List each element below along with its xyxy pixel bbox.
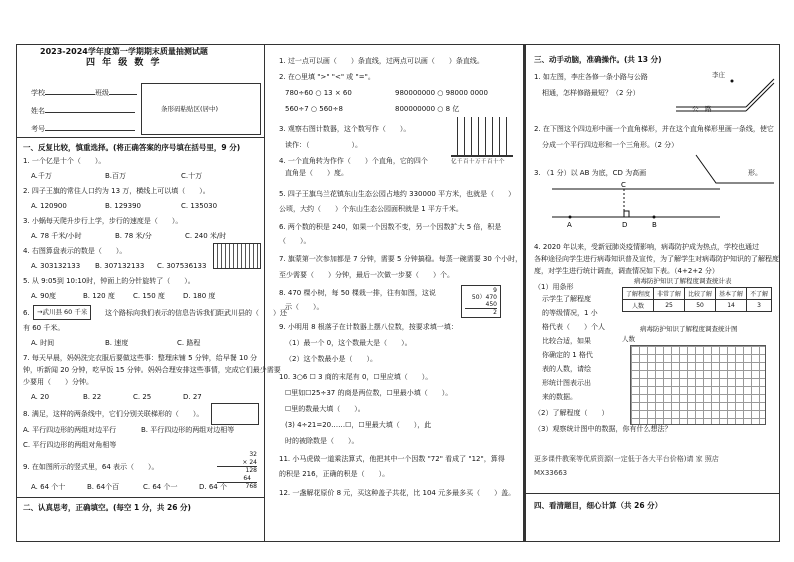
fill-10b: ☐里的数最大填（ ）。 [285,405,365,413]
fill-5: 5. 四子王旗乌兰花镇东山生态公园占地约 330000 平方米，也就是（ ） [279,190,516,198]
fill-10d: 时的被除数是（ ）。 [285,437,359,445]
fill-2d: 800000000 ○ 8 亿 [395,105,460,113]
q6-option-a: A. 时间 [31,339,55,347]
op-4-q1b: 示学生了解程度 [542,295,591,303]
fill-8: 8. 470 棵小树，每 50 棵栽一排，往有如图，这说 [279,289,436,297]
fill-6b: （ ）。 [279,237,311,245]
fill-8b: 示（ ）。 [285,303,324,311]
op-4-q1g: 表的人数，请绘 [542,365,591,373]
q1-option-c: C.十万 [181,172,203,180]
survey-table-title: 病毒防护知识了解程度调查统计表 [634,277,732,285]
fill-2a: 780÷60 ○ 13 × 60 [285,89,352,97]
fill-10a: ☐里如☐25÷37 的商是两位数，☐里最小填（ ）。 [285,389,453,397]
fill-12: 12. 一盏解花原价 8 元，买这种盖子共花，比 104 元多最多买（ ）盖。 [279,489,516,497]
section2-title: 二、认真思考，正确填空。(每空 1 分，共 26 分) [23,503,191,512]
q6-text-2: 有 60 千米。 [23,324,65,332]
fill-4b: 直角是（ ）度。 [285,169,348,177]
op-2: 2. 在下图这个四边形中画一个直角梯形，并在这个直角梯形里画一条线，使它 [534,125,774,133]
op-4: 4. 2020 年以来，受新冠肺炎疫情影响，病毒防护成为热点，学校也通过 [534,243,759,251]
q2-option-a: A. 120900 [31,202,67,210]
fill-4: 4. 一个直角转为作作（ ）个直角，它的四个 [279,157,428,165]
q7-line2: 钟，听新闻 20 分钟，吃早饭 15 分钟。妈妈合理安排这些事情，完成它们最少需要 [23,366,281,374]
q5: 5. 从 9:05到 10:10时，钟面上的分针旋转了（ ）。 [23,277,195,285]
section1-title: 一、反复比较，慎重选择。(将正确答案的序号填在括号里，9 分) [23,143,241,152]
label-b: B [652,221,657,229]
fill-1: 1. 过一点可以画（ ）条直线，过两点可以画（ ）条直线。 [279,57,484,65]
q5-option-c: C. 150 度 [133,292,165,300]
q7-option-a: A. 20 [31,393,50,401]
q8-option-c: C. 平行四边形的两组对角相等 [23,441,117,449]
q9-option-c: C. 64 个一 [143,483,178,491]
q1: 1. 一个亿是十个（ ）。 [23,157,106,165]
fill-2: 2. 在○里填 ">" "<" 或 "="。 [279,73,375,81]
q8-option-b: B. 平行四边形的两组对边相等 [141,426,235,434]
q4-option-a: A. 303132133 [31,262,81,270]
q8-figure [211,403,259,425]
op-1: 1. 如左图，李庄各修一条小路与公路 [534,73,648,81]
road-sign: →武川县 60 千米 [33,305,91,320]
survey-table: 了解程度 非常了解 比较了解 基本了解 不了解 人数 25 50 14 3 [622,287,772,312]
op-4-q1c: 的等级情况，1 小 [542,309,598,317]
q1-option-b: B.百万 [105,172,127,180]
op-2b: 分成一个平行四边形和一个三角形。（2 分） [542,141,679,149]
fill-3: 3. 观察右图计数器，这个数写作（ ）。 [279,125,411,133]
op-4b: 各种途径向学生进行病毒知识普及宣传，为了解学生对病毒防护知识的了解程度 [534,255,779,263]
op-4-q2: （2）了解程度（ ） [534,409,609,417]
exam-subject: 四 年 级 数 学 [86,58,162,68]
q8: 8. 满足，这样的两条线中，它们分别关联梯形的（ ）。 [23,410,204,418]
blank-bar-chart-grid [630,345,766,425]
fill-2c: 560÷7 ○ 560÷8 [285,105,343,113]
column-left [16,44,287,542]
q4-option-b: B. 307132133 [95,262,145,270]
q5-option-a: A. 90度 [31,292,57,300]
id-label: 考号 [31,125,135,134]
fill-9a: （1）最一个 0，这个数最大是（ ）。 [285,339,412,347]
abacus-image [213,243,261,269]
label-d: D [622,221,628,229]
fill-7b: 至少需要（ ）分钟，最后一次做一步要（ ）个。 [279,271,454,279]
name-label: 姓名 [31,107,135,116]
q6-option-c: C. 路程 [177,339,201,347]
fill-2b: 980000000 ○ 98000 0000 [395,89,488,97]
vertical-calculation: 32 × 24 128 64 768 [217,451,257,491]
fill-11b: 的积是 216，正确的积是（ ）。 [279,470,390,478]
barcode-label: 条形码粘贴区(居中) [161,105,219,113]
op-4-q1d: 格代表（ ）个人 [542,323,605,331]
village-label: 李庄 [712,71,725,79]
op-4-q1i: 来的数据。 [542,393,577,401]
q2-option-b: B. 129390 [105,202,141,210]
op-4-q1: （1）用条形 [534,283,574,291]
q6-text: 这个路标向我们表示的信息告诉我们距武川县的（ ）还 [105,309,287,317]
op-1b: 相通，怎样修路最短？（2 分） [542,89,640,97]
q1-option-a: A.千万 [31,172,52,180]
q6-option-b: B. 速度 [105,339,129,347]
q9-option-a: A. 64 个十 [31,483,66,491]
counting-frame [451,117,513,157]
q9-option-d: D. 64 个 [199,483,227,491]
q7-option-d: D. 27 [183,393,202,401]
q7: 7. 每天早晨，妈妈洗完衣服后要做这些事：整理床铺 5 分钟，给早餐 10 分 [23,354,258,362]
q9-option-b: B. 64个百 [87,483,120,491]
exam-title: 2023-2024学年度第一学期期末质量抽测试题 [40,47,208,56]
op-4c: 度，对学生进行统计调查，调查情况如下表。（4+2+2 分） [534,267,719,275]
fill-3b: 读作：（ ）。 [285,141,362,149]
op-4-q3: （3）观察统计图中的数据，你有什么想法？ [534,425,672,433]
q4-option-c: C. 307536133 [157,262,207,270]
q7-option-b: B. 22 [83,393,102,401]
fill-5b: 公顷，大约（ ）个东山生态公园面积就是 1 平方千米。 [279,205,463,213]
counting-frame-labels: 亿千百十万千百十个 [451,159,506,165]
column-middle [264,44,524,542]
q7-option-c: C. 25 [133,393,152,401]
fill-10: 10. 3○6 ☐ 3 商的末尾有 0，☐里应填（ ）。 [279,373,433,381]
promo-text: 更多课件教案等优质资源(一定低于各大平台价格)请 家 照店 [534,455,719,463]
q3: 3. 小蜗每天爬升步行上学，步行的速度是（ ）。 [23,217,183,225]
promo-code: MX33663 [534,469,568,477]
q7-line3: 少要用（ ）分钟。 [23,378,93,386]
label-c: C [621,181,626,189]
fill-9b: （2）这个数最小是（ ）。 [285,355,377,363]
label-a: A [567,221,572,229]
q6: 6. [23,309,30,317]
road-label: 公 路 [692,105,712,113]
section3-title: 三、动手动脑，准确操作。(共 13 分) [534,55,662,64]
long-division-figure: 9 50）470 450 2 [461,285,501,318]
q2-option-c: C. 135030 [181,202,218,210]
q4: 4. 右图算盘表示的数是（ ）。 [23,247,127,255]
q3-option-c: C. 240 米/时 [185,232,227,240]
bar-chart-title: 病毒防护知识了解程度调查统计图 [640,325,738,333]
q8-option-a: A. 平行四边形的两组对边平行 [23,426,117,434]
section4-title: 四、看清题目，细心计算（共 26 分） [534,501,663,510]
y-axis-label: 人数 [622,335,635,343]
fill-10c: (3) 4÷21=20……☐，☐里最大填（ ），此 [285,421,432,429]
fill-9: 9. 小明用 8 根落子在计数器上摆八位数，按要求填一填： [279,323,458,331]
q5-option-d: D. 180 度 [183,292,216,300]
q3-option-b: B. 78 米/分 [115,232,152,240]
parallel-lines-figure [552,181,722,229]
q9: 9. 在如图所示的竖式里，64 表示（ ）。 [23,463,159,471]
q2: 2. 四子王旗的常住人口约为 13 万，横线上可以填（ ）。 [23,187,210,195]
column-right [524,44,780,542]
op-4-q1h: 形统计图表示出 [542,379,591,387]
op-4-q1e: 比较合适，如果 [542,337,591,345]
fill-11: 11. 小马虎做一道乘法算式，他把其中一个因数 "72" 看成了 "12"，算得 [279,455,505,463]
op-3: 3. （1 分）以 AB 为底，CD 为高画 [534,169,647,177]
fill-6: 6. 两个数的积是 240，如果一个因数不变，另一个因数扩大 5 倍，积是 [279,223,502,231]
school-label: 学校 班级 [31,89,137,98]
q3-option-a: A. 78 千米/小时 [31,232,82,240]
road-diagram [676,73,776,115]
q5-option-b: B. 120 度 [83,292,115,300]
op-3b: 形。 [748,169,762,177]
fill-7: 7. 旗蒙第一次参加都是 7 分钟，需要 5 分钟搞稳。每蒸一碗需要 30 个小时， [279,255,523,263]
op-4-q1f: 你确定的 1 格代 [542,351,593,359]
